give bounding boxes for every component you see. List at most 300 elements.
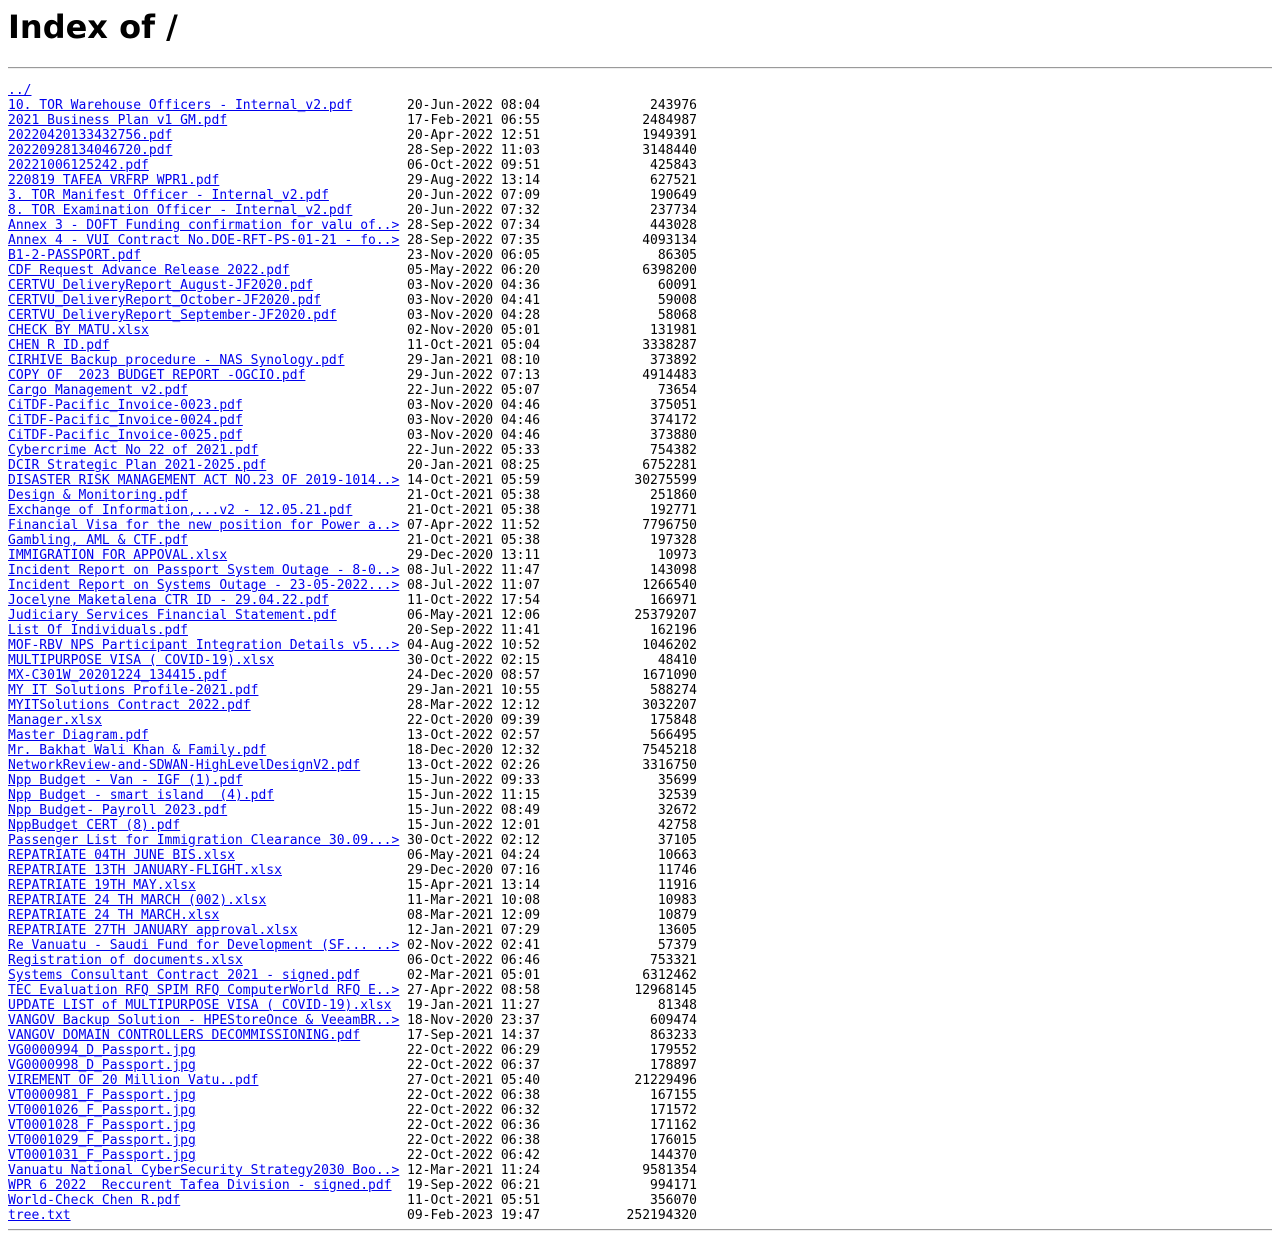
file-row	[8, 128, 1280, 143]
file-size: 3316750	[642, 758, 697, 773]
top-divider	[8, 67, 1272, 69]
file-modified-date: 03-Nov-2020 04:36	[407, 278, 541, 293]
file-modified-date: 22-Oct-2022 06:37	[407, 1058, 541, 1073]
file-size: 10983	[657, 893, 697, 908]
file-row	[8, 668, 1280, 683]
file-link[interactable]: UPDATE LIST of MULTIPURPOSE VISA ( COVID-19).xlsx	[8, 998, 392, 1013]
file-link[interactable]: Npp Budget - Van - IGF (1).pdf	[8, 773, 243, 788]
file-size: 753321	[650, 953, 697, 968]
file-size: 178897	[650, 1058, 697, 1073]
file-size: 175848	[650, 713, 697, 728]
file-modified-date: 27-Oct-2021 05:40	[407, 1073, 541, 1088]
file-row	[8, 608, 1280, 623]
file-row	[8, 1043, 1280, 1058]
file-row	[8, 683, 1280, 698]
file-size: 7545218	[642, 743, 697, 758]
file-link[interactable]: DISASTER RISK MANAGEMENT ACT NO.23 OF 2019-1014..>	[8, 473, 400, 488]
file-modified-date: 19-Jan-2021 11:27	[407, 998, 541, 1013]
file-size: 374172	[650, 413, 697, 428]
file-size: 9581354	[642, 1163, 697, 1178]
file-link[interactable]: VT0001026_F_Passport.jpg	[8, 1103, 196, 1118]
file-link[interactable]: Incident Report on Systems Outage - 23-05-2022...>	[8, 578, 400, 593]
file-row	[8, 203, 1280, 218]
file-row	[8, 158, 1280, 173]
file-size: 166971	[650, 593, 697, 608]
file-link[interactable]: CHECK BY MATU.xlsx	[8, 323, 149, 338]
file-link[interactable]: CiTDF-Pacific_Invoice-0023.pdf	[8, 398, 243, 413]
file-size: 42758	[657, 818, 697, 833]
file-link[interactable]: 10. TOR Warehouse Officers - Internal_v2.pdf	[8, 98, 353, 113]
file-size: 1671090	[642, 668, 697, 683]
file-link[interactable]: MY IT Solutions Profile-2021.pdf	[8, 683, 259, 698]
file-size: 443028	[650, 218, 697, 233]
file-size: 588274	[650, 683, 697, 698]
file-row	[8, 998, 1280, 1013]
file-size: 609474	[650, 1013, 697, 1028]
file-size: 252194320	[626, 1208, 697, 1223]
file-row	[8, 1028, 1280, 1043]
file-modified-date: 06-May-2021 12:06	[407, 608, 541, 623]
file-size: 627521	[650, 173, 697, 188]
file-size: 10973	[657, 548, 697, 563]
file-modified-date: 24-Dec-2020 08:57	[407, 668, 541, 683]
bottom-divider	[8, 1229, 1272, 1231]
file-link[interactable]: Mr. Bakhat Wali Khan & Family.pdf	[8, 743, 267, 758]
file-link[interactable]: REPATRIATE 04TH JUNE BIS.xlsx	[8, 848, 235, 863]
file-modified-date: 23-Nov-2020 06:05	[407, 248, 541, 263]
file-link[interactable]: VANGOV DOMAIN CONTROLLERS DECOMMISSIONING.pdf	[8, 1028, 361, 1043]
file-link[interactable]: Master Diagram.pdf	[8, 728, 149, 743]
file-size: 37105	[657, 833, 697, 848]
file-size: 21229496	[634, 1073, 697, 1088]
file-size: 144370	[650, 1148, 697, 1163]
file-modified-date: 22-Oct-2022 06:29	[407, 1043, 541, 1058]
file-row	[8, 338, 1280, 353]
file-link[interactable]: 3. TOR Manifest Officer - Internal_v2.pdf	[8, 188, 329, 203]
file-modified-date: 04-Aug-2022 10:52	[407, 638, 541, 653]
file-modified-date: 30-Oct-2022 02:15	[407, 653, 541, 668]
file-link[interactable]: MYITSolutions Contract 2022.pdf	[8, 698, 251, 713]
file-link[interactable]: Jocelyne Maketalena CTR ID - 29.04.22.pdf	[8, 593, 329, 608]
file-row	[8, 353, 1280, 368]
file-row	[8, 593, 1280, 608]
file-size: 197328	[650, 533, 697, 548]
file-row	[8, 938, 1280, 953]
file-link[interactable]: DCIR Strategic Plan 2021-2025.pdf	[8, 458, 267, 473]
file-row	[8, 968, 1280, 983]
file-row	[8, 293, 1280, 308]
file-modified-date: 29-Aug-2022 13:14	[407, 173, 541, 188]
file-size: 60091	[657, 278, 697, 293]
file-modified-date: 12-Mar-2021 11:24	[407, 1163, 541, 1178]
file-row	[8, 1103, 1280, 1118]
file-link[interactable]: Exchange of Information,...v2 - 12.05.21.pdf	[8, 503, 353, 518]
file-link[interactable]: 20220928134046720.pdf	[8, 143, 173, 158]
file-size: 12968145	[634, 983, 697, 998]
file-size: 3032207	[642, 698, 697, 713]
file-modified-date: 28-Sep-2022 07:34	[407, 218, 541, 233]
file-size: 3148440	[642, 143, 697, 158]
file-modified-date: 15-Jun-2022 11:15	[407, 788, 541, 803]
file-link[interactable]: MOF-RBV NPS Participant Integration Details v5...>	[8, 638, 400, 653]
file-modified-date: 11-Oct-2021 05:51	[407, 1193, 541, 1208]
file-row	[8, 278, 1280, 293]
file-modified-date: 21-Oct-2021 05:38	[407, 503, 541, 518]
file-row	[8, 953, 1280, 968]
file-link[interactable]: WPR 6 2022 Reccurent Tafea Division - signed.pdf	[8, 1178, 392, 1193]
file-modified-date: 03-Nov-2020 04:28	[407, 308, 541, 323]
file-link[interactable]: CIRHIVE Backup procedure - NAS Synology.pdf	[8, 353, 345, 368]
file-size: 6398200	[642, 263, 697, 278]
file-size: 59008	[657, 293, 697, 308]
file-size: 13605	[657, 923, 697, 938]
file-modified-date: 20-Jun-2022 07:09	[407, 188, 541, 203]
file-modified-date: 06-Oct-2022 06:46	[407, 953, 541, 968]
file-modified-date: 29-Dec-2020 07:16	[407, 863, 541, 878]
file-modified-date: 18-Nov-2020 23:37	[407, 1013, 541, 1028]
file-size: 373892	[650, 353, 697, 368]
file-modified-date: 07-Apr-2022 11:52	[407, 518, 541, 533]
file-modified-date: 12-Jan-2021 07:29	[407, 923, 541, 938]
file-size: 373880	[650, 428, 697, 443]
file-link[interactable]: CDF Request Advance Release 2022.pdf	[8, 263, 290, 278]
file-link[interactable]: MULTIPURPOSE VISA ( COVID-19).xlsx	[8, 653, 275, 668]
file-modified-date: 20-Jan-2021 08:25	[407, 458, 541, 473]
file-size: 81348	[657, 998, 697, 1013]
file-row	[8, 98, 1280, 113]
file-row	[8, 1058, 1280, 1073]
file-row	[8, 773, 1280, 788]
file-size: 11916	[657, 878, 697, 893]
file-row	[8, 758, 1280, 773]
file-link[interactable]: COPY OF 2023 BUDGET REPORT -OGCIO.pdf	[8, 368, 306, 383]
file-modified-date: 22-Oct-2022 06:36	[407, 1118, 541, 1133]
file-link[interactable]: VG0000994_D_Passport.jpg	[8, 1043, 196, 1058]
file-modified-date: 20-Jun-2022 08:04	[407, 98, 541, 113]
file-row	[8, 848, 1280, 863]
file-link[interactable]: 8. TOR Examination Officer - Internal_v2.pdf	[8, 203, 353, 218]
file-size: 86305	[657, 248, 697, 263]
file-link[interactable]: VIREMENT OF 20 Million Vatu..pdf	[8, 1073, 259, 1088]
file-link[interactable]: CiTDF-Pacific_Invoice-0025.pdf	[8, 428, 243, 443]
file-row	[8, 248, 1280, 263]
file-link[interactable]: Annex 3 - DOFT Funding confirmation for valu of..>	[8, 218, 400, 233]
file-modified-date: 29-Jun-2022 07:13	[407, 368, 541, 383]
file-modified-date: 28-Sep-2022 11:03	[407, 143, 541, 158]
file-size: 6312462	[642, 968, 697, 983]
file-row	[8, 818, 1280, 833]
file-row	[8, 623, 1280, 638]
parent-directory-row	[8, 83, 1280, 98]
file-modified-date: 08-Mar-2021 12:09	[407, 908, 541, 923]
file-row	[8, 488, 1280, 503]
file-link[interactable]: Gambling, AML & CTF.pdf	[8, 533, 189, 548]
file-size: 48410	[657, 653, 697, 668]
file-modified-date: 14-Oct-2021 05:59	[407, 473, 541, 488]
file-link[interactable]: Annex 4 - VUI Contract No.DOE-RFT-PS-01-21 - fo..>	[8, 233, 400, 248]
file-link[interactable]: MX-C301W_20201224_134415.pdf	[8, 668, 228, 683]
file-row	[8, 1163, 1280, 1178]
file-link[interactable]: Cargo Management v2.pdf	[8, 383, 189, 398]
file-link[interactable]: Cybercrime Act No 22 of 2021.pdf	[8, 443, 259, 458]
file-link[interactable]: CiTDF-Pacific_Invoice-0024.pdf	[8, 413, 243, 428]
file-link[interactable]: Design & Monitoring.pdf	[8, 488, 189, 503]
file-link[interactable]: REPATRIATE 19TH MAY.xlsx	[8, 878, 196, 893]
file-row	[8, 1193, 1280, 1208]
file-size: 11746	[657, 863, 697, 878]
file-row	[8, 113, 1280, 128]
file-modified-date: 20-Apr-2022 12:51	[407, 128, 541, 143]
file-modified-date: 15-Jun-2022 09:33	[407, 773, 541, 788]
file-link[interactable]: 20221006125242.pdf	[8, 158, 149, 173]
file-size: 32539	[657, 788, 697, 803]
file-size: 10663	[657, 848, 697, 863]
file-size: 73654	[657, 383, 697, 398]
file-row	[8, 1013, 1280, 1028]
file-row	[8, 1178, 1280, 1193]
file-modified-date: 30-Oct-2022 02:12	[407, 833, 541, 848]
file-modified-date: 08-Jul-2022 11:07	[407, 578, 541, 593]
file-link[interactable]: List Of Individuals.pdf	[8, 623, 189, 638]
file-size: 10879	[657, 908, 697, 923]
file-link[interactable]: Systems Consultant Contract 2021 - signed.pdf	[8, 968, 361, 983]
file-link[interactable]: VT0001031_F_Passport.jpg	[8, 1148, 196, 1163]
file-modified-date: 15-Jun-2022 08:49	[407, 803, 541, 818]
file-link[interactable]: VT0001029_F_Passport.jpg	[8, 1133, 196, 1148]
file-size: 190649	[650, 188, 697, 203]
file-row	[8, 743, 1280, 758]
file-modified-date: 28-Sep-2022 07:35	[407, 233, 541, 248]
file-row	[8, 233, 1280, 248]
file-modified-date: 06-May-2021 04:24	[407, 848, 541, 863]
file-modified-date: 18-Dec-2020 12:32	[407, 743, 541, 758]
file-row	[8, 653, 1280, 668]
file-link[interactable]: tree.txt	[8, 1208, 71, 1223]
file-size: 176015	[650, 1133, 697, 1148]
file-row	[8, 368, 1280, 383]
file-row	[8, 263, 1280, 278]
file-modified-date: 22-Oct-2022 06:32	[407, 1103, 541, 1118]
file-size: 25379207	[634, 608, 697, 623]
file-listing	[8, 83, 1280, 1223]
file-row	[8, 548, 1280, 563]
file-row	[8, 308, 1280, 323]
file-size: 375051	[650, 398, 697, 413]
file-modified-date: 17-Feb-2021 06:55	[407, 113, 541, 128]
file-modified-date: 03-Nov-2020 04:46	[407, 398, 541, 413]
file-row	[8, 893, 1280, 908]
file-row	[8, 833, 1280, 848]
file-modified-date: 15-Jun-2022 12:01	[407, 818, 541, 833]
file-modified-date: 22-Oct-2022 06:38	[407, 1088, 541, 1103]
file-link[interactable]: REPATRIATE 27TH JANUARY approval.xlsx	[8, 923, 298, 938]
page-title: Index of /	[8, 8, 178, 46]
file-link[interactable]: NppBudget CERT (8).pdf	[8, 818, 181, 833]
file-size: 6752281	[642, 458, 697, 473]
file-modified-date: 21-Oct-2021 05:38	[407, 488, 541, 503]
file-size: 1266540	[642, 578, 697, 593]
file-size: 356070	[650, 1193, 697, 1208]
file-size: 2484987	[642, 113, 697, 128]
file-size: 1046202	[642, 638, 697, 653]
file-row	[8, 143, 1280, 158]
file-modified-date: 13-Oct-2022 02:26	[407, 758, 541, 773]
file-modified-date: 29-Dec-2020 13:11	[407, 548, 541, 563]
file-row	[8, 188, 1280, 203]
file-size: 167155	[650, 1088, 697, 1103]
file-modified-date: 22-Oct-2022 06:38	[407, 1133, 541, 1148]
file-modified-date: 05-May-2022 06:20	[407, 263, 541, 278]
file-modified-date: 08-Jul-2022 11:47	[407, 563, 541, 578]
file-modified-date: 17-Sep-2021 14:37	[407, 1028, 541, 1043]
file-modified-date: 22-Oct-2020 09:39	[407, 713, 541, 728]
file-row	[8, 638, 1280, 653]
file-modified-date: 29-Jan-2021 08:10	[407, 353, 541, 368]
file-row	[8, 1088, 1280, 1103]
file-row	[8, 983, 1280, 998]
file-size: 994171	[650, 1178, 697, 1193]
file-size: 171162	[650, 1118, 697, 1133]
file-size: 162196	[650, 623, 697, 638]
file-row	[8, 788, 1280, 803]
file-row	[8, 503, 1280, 518]
file-modified-date: 20-Jun-2022 07:32	[407, 203, 541, 218]
file-modified-date: 28-Mar-2022 12:12	[407, 698, 541, 713]
file-row	[8, 473, 1280, 488]
file-modified-date: 22-Oct-2022 06:42	[407, 1148, 541, 1163]
file-size: 754382	[650, 443, 697, 458]
file-row	[8, 923, 1280, 938]
file-link[interactable]: B1-2-PASSPORT.pdf	[8, 248, 142, 263]
file-modified-date: 11-Oct-2022 17:54	[407, 593, 541, 608]
file-row	[8, 533, 1280, 548]
file-link[interactable]: Re Vanuatu - Saudi Fund for Development (SF... ..>	[8, 938, 400, 953]
file-modified-date: 02-Mar-2021 05:01	[407, 968, 541, 983]
file-row	[8, 398, 1280, 413]
file-row	[8, 1118, 1280, 1133]
file-modified-date: 09-Feb-2023 19:47	[407, 1208, 541, 1223]
file-row	[8, 713, 1280, 728]
file-row	[8, 698, 1280, 713]
file-link[interactable]: 20220420133432756.pdf	[8, 128, 173, 143]
file-row	[8, 458, 1280, 473]
file-link[interactable]: 2021 Business Plan v1 GM.pdf	[8, 113, 228, 128]
file-modified-date: 29-Jan-2021 10:55	[407, 683, 541, 698]
file-size: 251860	[650, 488, 697, 503]
file-link[interactable]: VT0001028_F_Passport.jpg	[8, 1118, 196, 1133]
file-row	[8, 728, 1280, 743]
file-size: 4093134	[642, 233, 697, 248]
file-modified-date: 22-Jun-2022 05:33	[407, 443, 541, 458]
file-row	[8, 428, 1280, 443]
file-modified-date: 19-Sep-2022 06:21	[407, 1178, 541, 1193]
file-size: 32672	[657, 803, 697, 818]
file-modified-date: 02-Nov-2020 05:01	[407, 323, 541, 338]
file-modified-date: 06-Oct-2022 09:51	[407, 158, 541, 173]
file-modified-date: 21-Oct-2021 05:38	[407, 533, 541, 548]
file-link[interactable]: 220819 TAFEA VRFRP WPR1.pdf	[8, 173, 220, 188]
file-link[interactable]: REPATRIATE 13TH JANUARY-FLIGHT.xlsx	[8, 863, 282, 878]
file-modified-date: 13-Oct-2022 02:57	[407, 728, 541, 743]
file-size: 7796750	[642, 518, 697, 533]
file-link[interactable]: REPATRIATE 24 TH MARCH.xlsx	[8, 908, 220, 923]
file-link[interactable]: Manager.xlsx	[8, 713, 102, 728]
file-row	[8, 803, 1280, 818]
file-modified-date: 02-Nov-2022 02:41	[407, 938, 541, 953]
file-row	[8, 323, 1280, 338]
file-link[interactable]: Npp Budget - smart island (4).pdf	[8, 788, 275, 803]
file-size: 58068	[657, 308, 697, 323]
file-link[interactable]: REPATRIATE 24 TH MARCH (002).xlsx	[8, 893, 267, 908]
file-link[interactable]: VANGOV Backup Solution - HPEStoreOnce & VeeamBR..>	[8, 1013, 400, 1028]
file-link[interactable]: Registration of documents.xlsx	[8, 953, 243, 968]
file-modified-date: 11-Mar-2021 10:08	[407, 893, 541, 908]
file-row	[8, 173, 1280, 188]
file-link[interactable]: World-Check Chen R.pdf	[8, 1193, 181, 1208]
file-size: 143098	[650, 563, 697, 578]
parent-directory-link[interactable]: ../	[8, 83, 32, 98]
file-link[interactable]: IMMIGRATION FOR APPOVAL.xlsx	[8, 548, 228, 563]
file-modified-date: 03-Nov-2020 04:41	[407, 293, 541, 308]
file-row	[8, 1208, 1280, 1223]
file-row	[8, 218, 1280, 233]
file-size: 192771	[650, 503, 697, 518]
file-size: 237734	[650, 203, 697, 218]
file-link[interactable]: Judiciary Services Financial Statement.pdf	[8, 608, 337, 623]
file-link[interactable]: Incident Report on Passport System Outage - 8-0..>	[8, 563, 400, 578]
file-modified-date: 27-Apr-2022 08:58	[407, 983, 541, 998]
file-row	[8, 878, 1280, 893]
file-link[interactable]: NetworkReview-and-SDWAN-HighLevelDesignV2.pdf	[8, 758, 361, 773]
file-row	[8, 1133, 1280, 1148]
file-link[interactable]: CERTVU_DeliveryReport_September-JF2020.pdf	[8, 308, 337, 323]
file-link[interactable]: CERTVU_DeliveryReport_October-JF2020.pdf	[8, 293, 322, 308]
file-row	[8, 413, 1280, 428]
file-size: 35699	[657, 773, 697, 788]
file-size: 30275599	[634, 473, 697, 488]
file-row	[8, 383, 1280, 398]
file-size: 4914483	[642, 368, 697, 383]
file-row	[8, 908, 1280, 923]
file-row	[8, 518, 1280, 533]
file-size: 566495	[650, 728, 697, 743]
file-size: 3338287	[642, 338, 697, 353]
file-row	[8, 563, 1280, 578]
file-row	[8, 578, 1280, 593]
file-size: 425843	[650, 158, 697, 173]
file-link[interactable]: CERTVU_DeliveryReport_August-JF2020.pdf	[8, 278, 314, 293]
file-row	[8, 863, 1280, 878]
file-link[interactable]: Vanuatu National CyberSecurity Strategy2030 Boo..>	[8, 1163, 400, 1178]
file-size: 243976	[650, 98, 697, 113]
file-link[interactable]: Passenger List for Immigration Clearance 30.09...>	[8, 833, 400, 848]
file-link[interactable]: TEC Evaluation RFQ SPIM RFQ ComputerWorld RFQ E..>	[8, 983, 400, 998]
file-modified-date: 11-Oct-2021 05:04	[407, 338, 541, 353]
file-link[interactable]: VT0000981_F_Passport.jpg	[8, 1088, 196, 1103]
file-size: 863233	[650, 1028, 697, 1043]
file-size: 179552	[650, 1043, 697, 1058]
file-size: 57379	[657, 938, 697, 953]
file-size: 1949391	[642, 128, 697, 143]
file-link[interactable]: Npp Budget- Payroll 2023.pdf	[8, 803, 228, 818]
file-link[interactable]: VG0000998_D_Passport.jpg	[8, 1058, 196, 1073]
file-row	[8, 1148, 1280, 1163]
file-size: 131981	[650, 323, 697, 338]
file-link[interactable]: Financial Visa for the new position for Power a..>	[8, 518, 400, 533]
file-link[interactable]: CHEN R ID.pdf	[8, 338, 110, 353]
file-size: 171572	[650, 1103, 697, 1118]
file-modified-date: 03-Nov-2020 04:46	[407, 428, 541, 443]
